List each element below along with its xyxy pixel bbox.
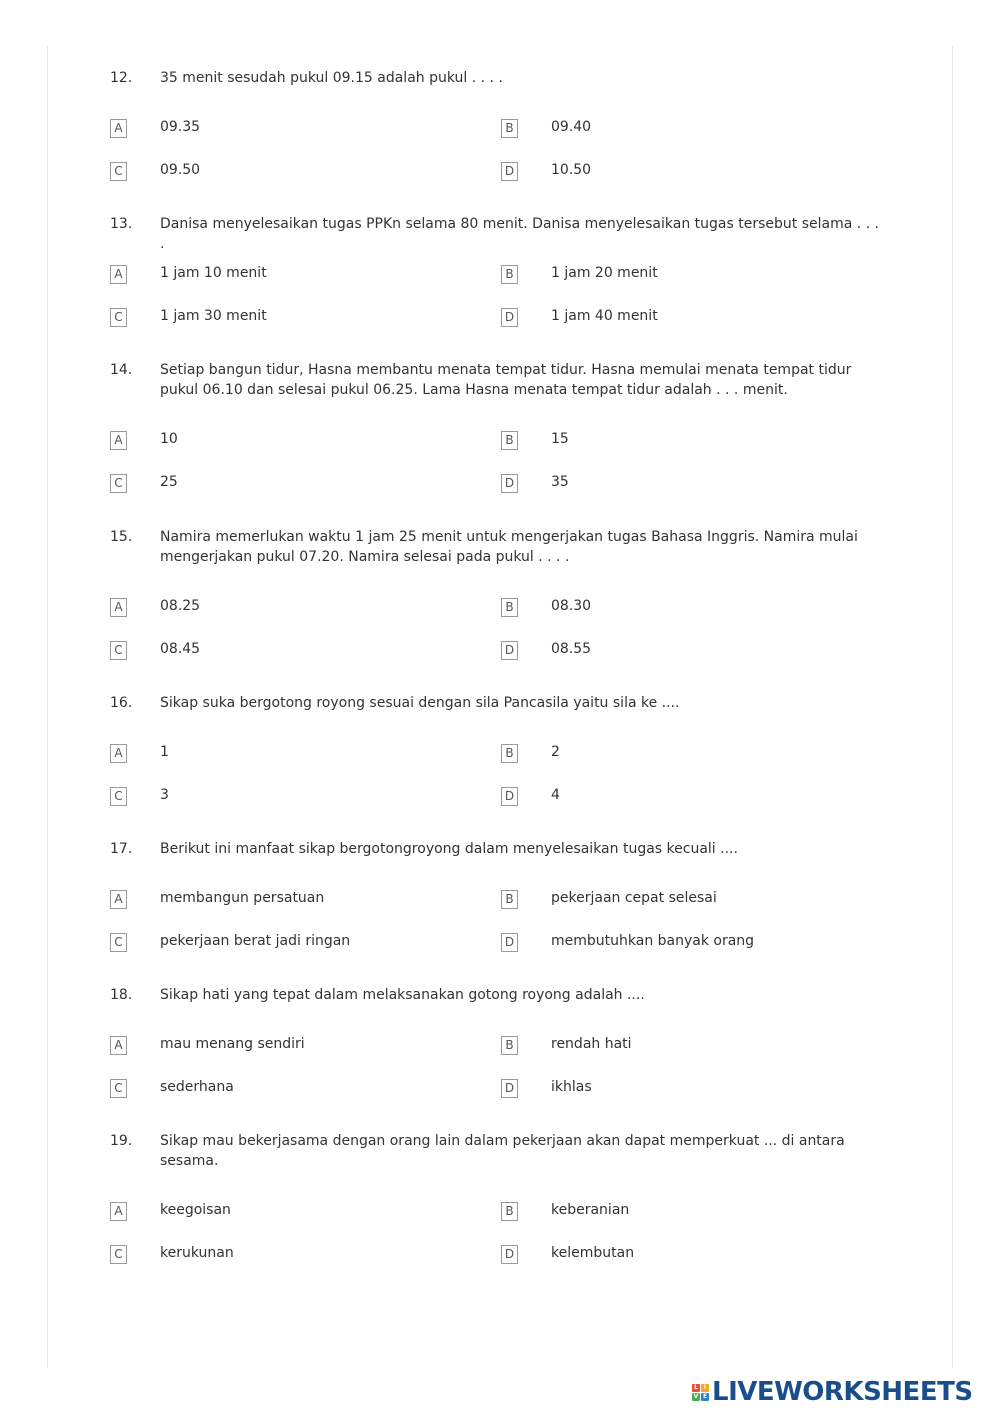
option-letter-box[interactable]: B	[501, 119, 518, 138]
option-letter-box[interactable]: D	[501, 474, 518, 493]
option-letter-box[interactable]: B	[501, 890, 518, 909]
option-text: kerukunan	[160, 1245, 234, 1261]
page-border-right	[952, 46, 953, 1368]
option-text: 2	[551, 744, 560, 760]
option-letter-box[interactable]: B	[501, 744, 518, 763]
option-text: kelembutan	[551, 1245, 635, 1261]
option-text: 1 jam 10 menit	[160, 265, 267, 281]
option-letter-box[interactable]: C	[110, 1245, 127, 1264]
question-text: Namira memerlukan waktu 1 jam 25 menit untuk mengerjakan tugas Bahasa Inggris. Namira mulai mengerjakan pukul 07.20. Namira selesai pada pukul . . . .	[160, 529, 858, 565]
question-text: Sikap hati yang tepat dalam melaksanakan gotong royong adalah ....	[160, 987, 645, 1003]
option-text: 25	[160, 474, 178, 490]
logo-mark-l: L	[692, 1384, 700, 1392]
question-number: 12.	[110, 70, 133, 86]
question-number: 17.	[110, 841, 133, 857]
option-text: 1 jam 20 menit	[551, 265, 658, 281]
liveworksheets-logo	[692, 1376, 973, 1408]
option-text: 4	[551, 787, 560, 803]
option-text: 1 jam 30 menit	[160, 308, 267, 324]
option-text: 35	[551, 474, 569, 490]
option-letter-box[interactable]: B	[501, 431, 518, 450]
question-text: Sikap mau bekerjasama dengan orang lain dalam pekerjaan akan dapat memperkuat ... di antara sesama.	[160, 1133, 845, 1169]
option-letter-box[interactable]: C	[110, 474, 127, 493]
page-border-left	[47, 46, 48, 1368]
option-text: membangun persatuan	[160, 890, 325, 906]
question-text: Berikut ini manfaat sikap bergotongroyong dalam menyelesaikan tugas kecuali ....	[160, 841, 738, 857]
option-letter-box[interactable]: C	[110, 641, 127, 660]
option-text: mau menang sendiri	[160, 1036, 305, 1052]
option-text: 08.25	[160, 598, 201, 614]
option-text: keegoisan	[160, 1202, 231, 1218]
option-letter-box[interactable]: C	[110, 787, 127, 806]
question-number: 18.	[110, 987, 133, 1003]
option-text: ikhlas	[551, 1079, 592, 1095]
option-text: 1 jam 40 menit	[551, 308, 658, 324]
option-text: 09.35	[160, 119, 201, 135]
question-number: 15.	[110, 529, 133, 545]
option-text: 08.45	[160, 641, 201, 657]
question-text: 35 menit sesudah pukul 09.15 adalah pukul . . . .	[160, 70, 503, 86]
option-letter-box[interactable]: B	[501, 598, 518, 617]
question-text: Sikap suka bergotong royong sesuai dengan sila Pancasila yaitu sila ke ....	[160, 695, 680, 711]
logo-mark-v: V	[693, 1392, 699, 1400]
option-text: 09.50	[160, 162, 201, 178]
option-letter-box[interactable]: A	[110, 598, 127, 617]
option-letter-box[interactable]: A	[110, 1202, 127, 1221]
option-letter-box[interactable]: B	[501, 1036, 518, 1055]
option-text: 3	[160, 787, 169, 803]
logo-mark-e: E	[702, 1392, 708, 1400]
option-letter-box[interactable]: C	[110, 162, 127, 181]
option-letter-box[interactable]: A	[110, 119, 127, 138]
option-letter-box[interactable]: B	[501, 1202, 518, 1221]
option-letter-box[interactable]: C	[110, 1079, 127, 1098]
option-letter-box[interactable]: D	[501, 933, 518, 952]
question-number: 14.	[110, 362, 133, 378]
question-number: 16.	[110, 695, 133, 711]
option-text: 09.40	[551, 119, 592, 135]
option-letter-box[interactable]: A	[110, 890, 127, 909]
option-letter-box[interactable]: A	[110, 265, 127, 284]
option-text: 10.50	[551, 162, 592, 178]
option-text: pekerjaan berat jadi ringan	[160, 933, 351, 949]
option-text: keberanian	[551, 1202, 630, 1218]
option-text: rendah hati	[551, 1036, 632, 1052]
option-letter-box[interactable]: A	[110, 744, 127, 763]
logo-mark-icon	[692, 1384, 709, 1401]
option-text: 1	[160, 744, 169, 760]
option-text: 08.55	[551, 641, 592, 657]
logo-text: LIVEWORKSHEETS	[712, 1377, 973, 1407]
question-number: 19.	[110, 1133, 133, 1149]
option-letter-box[interactable]: A	[110, 1036, 127, 1055]
option-text: pekerjaan cepat selesai	[551, 890, 717, 906]
option-text: 08.30	[551, 598, 592, 614]
logo-mark-i: I	[701, 1384, 709, 1392]
option-letter-box[interactable]: D	[501, 641, 518, 660]
option-text: membutuhkan banyak orang	[551, 933, 755, 949]
option-letter-box[interactable]: D	[501, 162, 518, 181]
question-text: Setiap bangun tidur, Hasna membantu menata tempat tidur. Hasna memulai menata tempat tidur pukul 06.10 dan selesai pukul 06.25. Lama Hasna menata tempat tidur adalah . . . menit.	[160, 362, 852, 398]
option-letter-box[interactable]: D	[501, 787, 518, 806]
option-letter-box[interactable]: D	[501, 1079, 518, 1098]
option-letter-box[interactable]: C	[110, 308, 127, 327]
option-letter-box[interactable]: B	[501, 265, 518, 284]
option-text: 10	[160, 431, 178, 447]
question-number: 13.	[110, 216, 133, 232]
option-letter-box[interactable]: C	[110, 933, 127, 952]
option-letter-box[interactable]: D	[501, 1245, 518, 1264]
option-text: 15	[551, 431, 569, 447]
option-letter-box[interactable]: A	[110, 431, 127, 450]
question-text: Danisa menyelesaikan tugas PPKn selama 80 menit. Danisa menyelesaikan tugas tersebut selama . . . .	[160, 216, 879, 252]
option-letter-box[interactable]: D	[501, 308, 518, 327]
option-text: sederhana	[160, 1079, 234, 1095]
